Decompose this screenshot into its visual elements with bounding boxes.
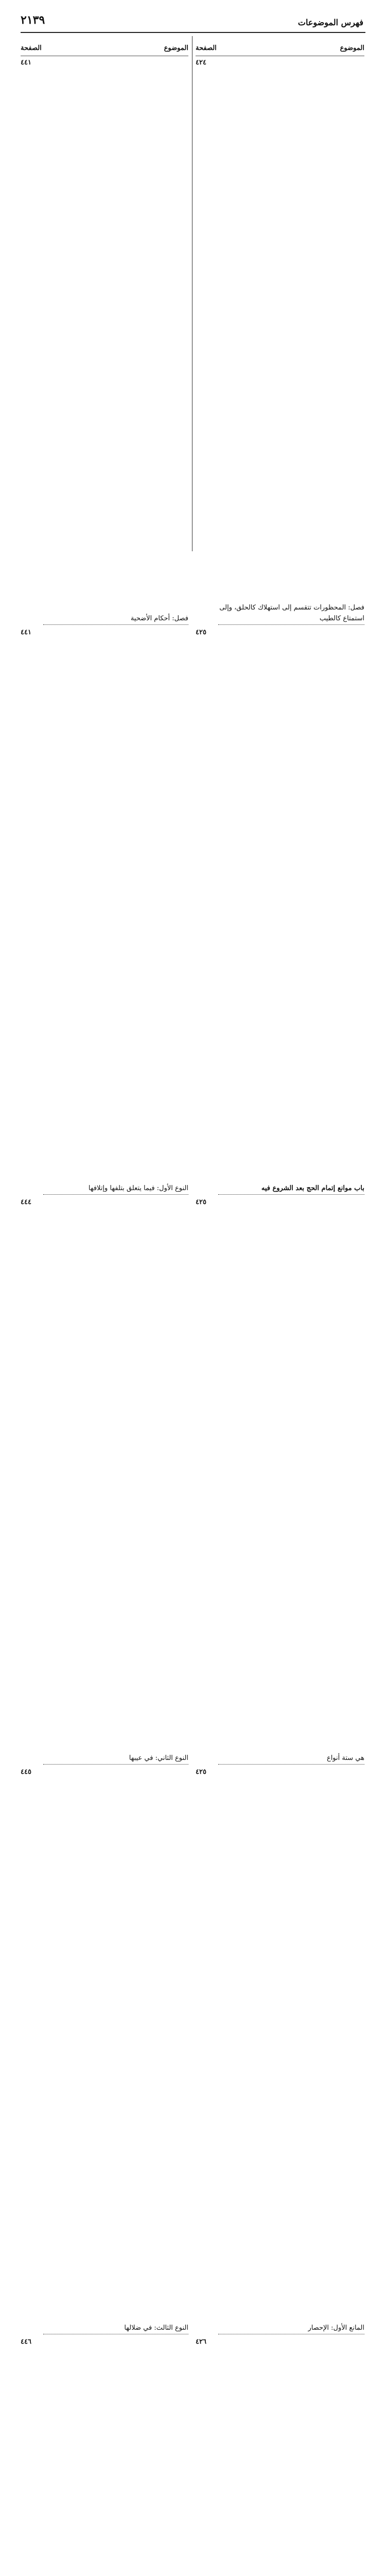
entry-page-number: ٤٤٥	[21, 1768, 31, 1776]
index-entry	[21, 2335, 188, 2576]
index-entry	[196, 2335, 364, 2576]
entry-page-number: ٤٢٥	[196, 1198, 206, 1206]
left-entry-list	[21, 56, 188, 2576]
entry-page-number: ٤٢٦	[196, 2338, 206, 2346]
index-entry	[196, 1196, 364, 1766]
left-column	[21, 42, 188, 2576]
index-entry	[196, 626, 364, 1196]
entry-title: النوع الثالث: في ضلالها	[43, 2323, 188, 2334]
entry-title: المانع الأول: الإحصار	[218, 2323, 364, 2334]
entry-title: باب موانع إتمام الحج بعد الشروع فيه	[218, 1183, 364, 1195]
entry-title: فصل: أحكام الأضحية	[43, 613, 188, 625]
entry-title: فصل: المحظورات تتقسم إلى استهلاك كالحلق، وإلى استمتاع كالطيب	[218, 602, 364, 625]
page-title: فهرس الموضوعات	[297, 18, 363, 27]
page-heading: الصفحة	[21, 44, 42, 52]
page-number: ٢١٣٩	[21, 13, 45, 27]
entry-title: هي ستة أنواع	[218, 1753, 364, 1765]
right-entry-list	[196, 56, 364, 2576]
index-entry	[196, 56, 364, 626]
topic-heading: الموضوع	[164, 44, 188, 52]
entry-page-number: ٤٤٦	[21, 2338, 31, 2346]
index-entry	[21, 1196, 188, 1766]
entry-page-number: ٤٢٤	[196, 59, 206, 66]
topic-heading: الموضوع	[340, 44, 364, 52]
right-column	[196, 42, 364, 2576]
page-header	[0, 0, 386, 32]
index-entry	[196, 1766, 364, 2335]
left-column-header	[21, 42, 188, 56]
index-entry	[21, 56, 188, 626]
entry-title: النوع الأول: فيما يتعلق بتلفها وإتلافها	[43, 1183, 188, 1195]
entry-page-number: ٤٤٤	[21, 1198, 31, 1206]
header-rule	[21, 32, 365, 33]
index-entry	[21, 1766, 188, 2335]
entry-page-number: ٤٤١	[21, 59, 31, 66]
page-heading: الصفحة	[196, 44, 217, 52]
entry-page-number: ٤٢٥	[196, 1768, 206, 1776]
entry-page-number: ٤٤١	[21, 629, 31, 636]
entry-page-number: ٤٢٥	[196, 629, 206, 636]
entry-title: النوع الثاني: في عيبها	[43, 1753, 188, 1765]
index-entry	[21, 626, 188, 1196]
right-column-header	[196, 42, 364, 56]
